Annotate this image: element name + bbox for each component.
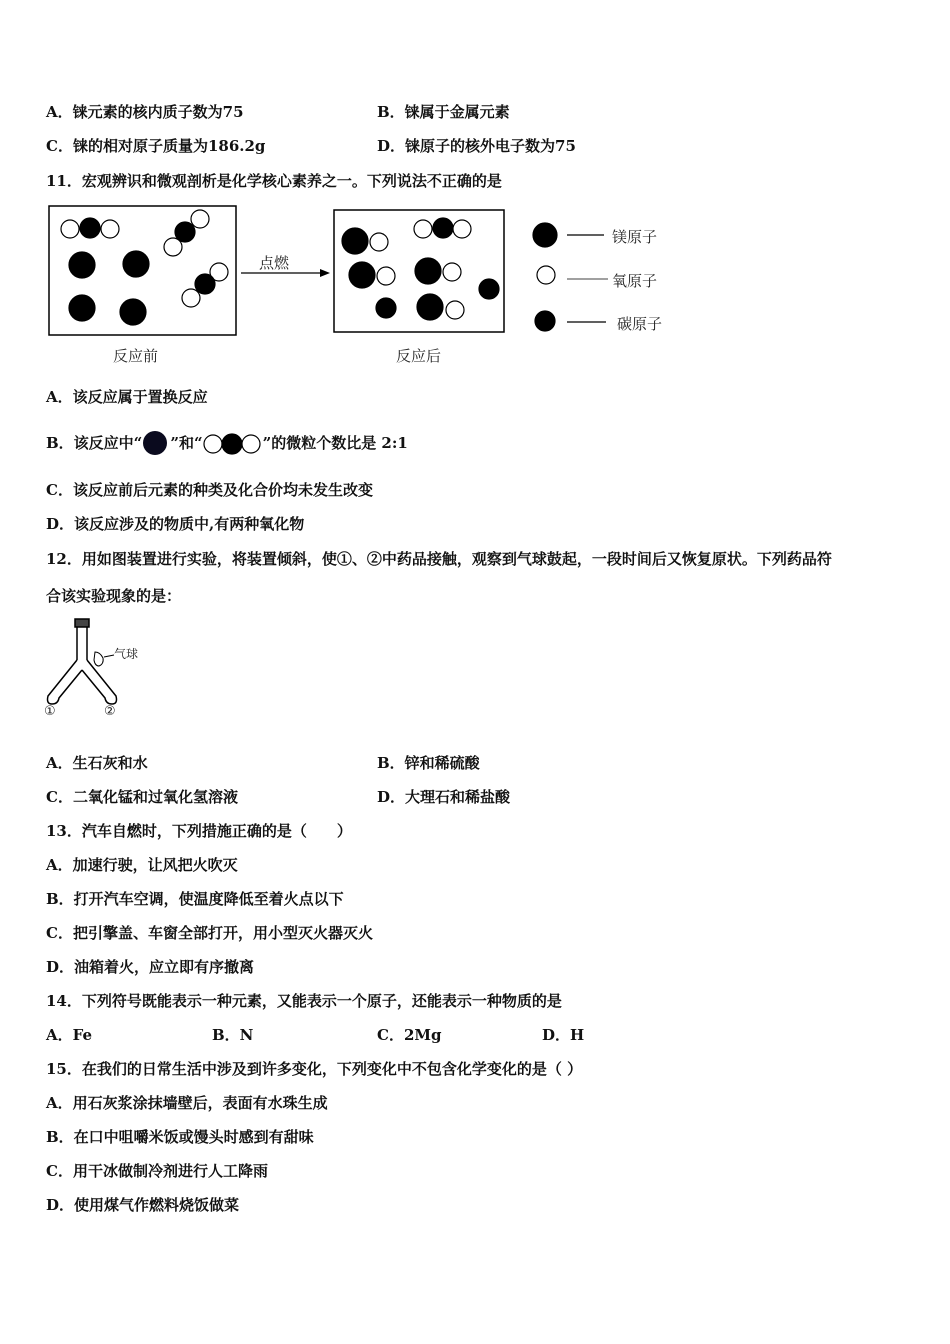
q13-option-b: B．打开汽车空调，使温度降低至着火点以下 xyxy=(46,890,344,908)
q14-option-a: A．Fe xyxy=(46,1026,93,1044)
q11-b-mid: ”和“ xyxy=(170,434,203,452)
legend-carbon: 碳原子 xyxy=(617,315,663,333)
q11-option-c: C．该反应前后元素的种类及化合价均未发生改变 xyxy=(46,481,373,499)
q10-option-d: D．铼原子的核外电子数为75 xyxy=(377,137,576,155)
q15-option-c: C．用干冰做制冷剂进行人工降雨 xyxy=(46,1162,268,1180)
legend-magnesium: 镁原子 xyxy=(612,228,658,246)
q15-stem: 15．在我们的日常生活中涉及到许多变化，下列变化中不包含化学变化的是（ ） xyxy=(46,1060,583,1078)
q13-option-a: A．加速行驶，让风把火吹灭 xyxy=(46,856,238,874)
q12-stem-line1: 12．用如图装置进行实验，将装置倾斜，使①、②中药品接触，观察到气球鼓起，一段时间后又恢复原状。下列药品符 xyxy=(46,550,832,568)
q13-option-d: D．油箱着火，应立即有序撤离 xyxy=(46,958,255,976)
q14-option-b: B．N xyxy=(212,1026,254,1044)
q15-option-b: B．在口中咀嚼米饭或馒头时感到有甜味 xyxy=(46,1128,314,1146)
arrow-label: 点燃 xyxy=(259,254,290,272)
q13-stem: 13．汽车自燃时，下列措施正确的是（ ） xyxy=(46,822,352,840)
legend-oxygen: 氧原子 xyxy=(612,272,658,290)
q12-option-b: B．锌和稀硫酸 xyxy=(377,754,480,772)
tube-left-label: ① xyxy=(44,704,56,719)
q15-option-d: D．使用煤气作燃料烧饭做菜 xyxy=(46,1196,240,1214)
tube-right-label: ② xyxy=(104,704,116,719)
q12-option-d: D．大理石和稀盐酸 xyxy=(377,788,511,806)
after-caption: 反应后 xyxy=(396,347,442,365)
q10-option-a: A．铼元素的核内质子数为75 xyxy=(46,103,244,121)
q11-b-prefix: B．该反应中“ xyxy=(46,434,143,452)
q10-option-b: B．铼属于金属元素 xyxy=(377,103,510,121)
q11-option-a: A．该反应属于置换反应 xyxy=(46,388,208,406)
q12-option-a: A．生石灰和水 xyxy=(46,754,148,772)
before-caption: 反应前 xyxy=(113,347,159,365)
q11-stem: 11．宏观辨识和微观剖析是化学核心素养之一。下列说法不正确的是 xyxy=(46,172,502,190)
q13-option-c: C．把引擎盖、车窗全部打开，用小型灭火器灭火 xyxy=(46,924,373,942)
q15-option-a: A．用石灰浆涂抹墙壁后，表面有水珠生成 xyxy=(46,1094,328,1112)
q11-b-suffix: ”的微粒个数比是 2:1 xyxy=(262,434,408,452)
balloon-label: 气球 xyxy=(114,647,139,661)
q12-option-c: C．二氧化锰和过氧化氢溶液 xyxy=(46,788,238,806)
q14-option-c: C．2Mg xyxy=(377,1026,442,1044)
q14-option-d: D．H xyxy=(542,1026,585,1044)
q14-stem: 14．下列符号既能表示一种元素，又能表示一个原子，还能表示一种物质的是 xyxy=(46,992,562,1010)
q10-option-c: C．铼的相对原子质量为186.2g xyxy=(46,137,266,155)
q12-stem-line2: 合该实验现象的是： xyxy=(46,587,182,605)
q11-option-d: D．该反应涉及的物质中,有两种氧化物 xyxy=(46,515,305,533)
